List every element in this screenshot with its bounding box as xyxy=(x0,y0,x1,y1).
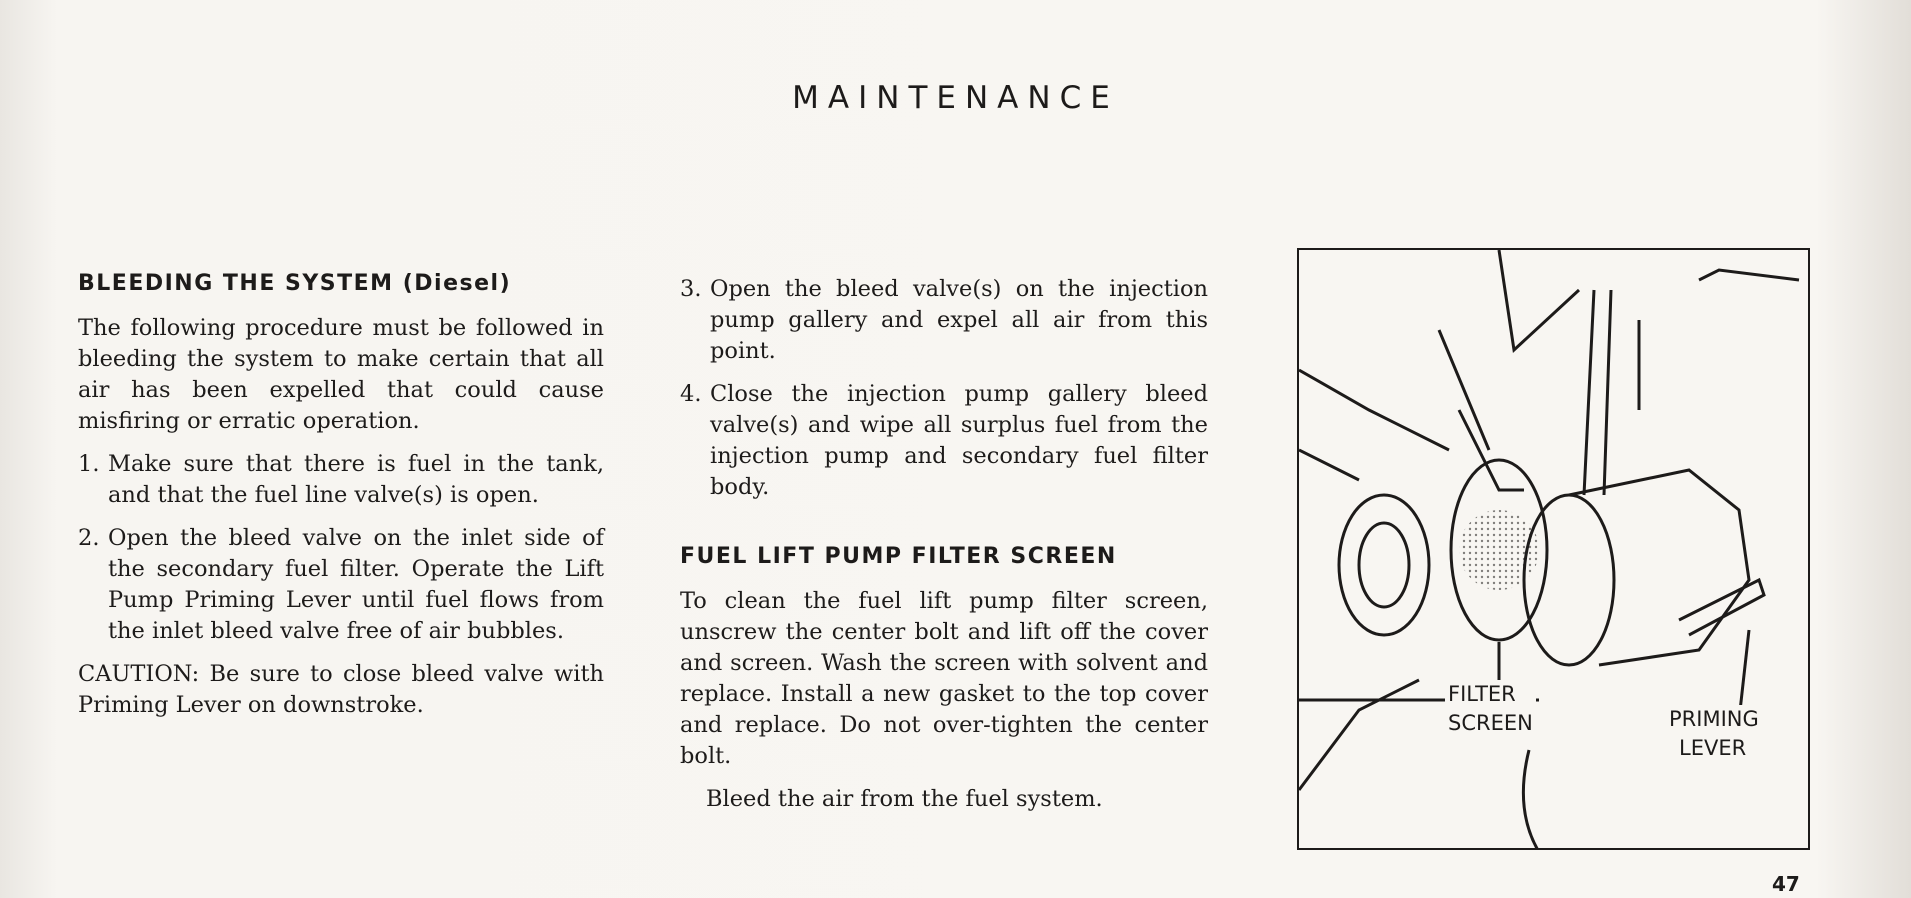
closing-paragraph: Bleed the air from the fuel system. xyxy=(706,786,1103,812)
label-line: FILTER xyxy=(1448,682,1516,706)
page-title: MAINTENANCE xyxy=(792,80,1119,116)
priming-lever-label xyxy=(1666,705,1762,763)
step-number: 4. xyxy=(680,381,702,407)
step-text: Make sure that there is fuel in the tank, and that the fuel line valve(s) is open. xyxy=(108,451,604,508)
step-number: 3. xyxy=(680,276,702,302)
pump-body xyxy=(1524,495,1614,665)
cover-bowl-icon xyxy=(1339,495,1429,635)
step-text: Open the bleed valve(s) on the injection pump gallery and expel all air from this point. xyxy=(710,276,1208,364)
intro-paragraph: The following procedure must be followed in bleeding the system to make certain that all air has been expelled that could cause misfiring or erratic operation. xyxy=(78,315,604,434)
step-number: 2. xyxy=(78,525,100,551)
fuel-pump-illustration xyxy=(1297,248,1810,850)
list-item xyxy=(680,379,1208,503)
step-text: Close the injection pump gallery bleed valve(s) and wipe all surplus fuel from the injection pump and secondary fuel filter body. xyxy=(710,381,1208,500)
page-number: 47 xyxy=(1772,872,1800,896)
label-line: LEVER xyxy=(1679,736,1747,760)
label-line: SCREEN xyxy=(1448,711,1533,735)
middle-column xyxy=(680,274,1208,827)
list-item xyxy=(78,449,604,511)
section-heading-filter-screen: FUEL LIFT PUMP FILTER SCREEN xyxy=(680,544,1117,569)
caution-paragraph: CAUTION: Be sure to close bleed valve with Priming Lever on downstroke. xyxy=(78,661,604,718)
section-heading-bleeding: BLEEDING THE SYSTEM (Diesel) xyxy=(78,271,512,296)
step-text: Open the bleed valve on the inlet side of the secondary fuel filter. Operate the Lift Pump Priming Lever until fuel flows from the inlet bleed valve free of air bubbles. xyxy=(108,525,604,644)
list-item xyxy=(680,274,1208,367)
label-line: PRIMING xyxy=(1669,707,1759,731)
list-item xyxy=(78,523,604,647)
filter-screen-label xyxy=(1445,680,1536,738)
filter-paragraph: To clean the fuel lift pump filter screen, unscrew the center bolt and lift off the cover and screen. Wash the screen with solvent and replace. Install a new gasket to the top cover and replace. Do not over-tighten the center bolt. xyxy=(680,588,1208,769)
left-column xyxy=(78,268,604,733)
step-number: 1. xyxy=(78,451,100,477)
